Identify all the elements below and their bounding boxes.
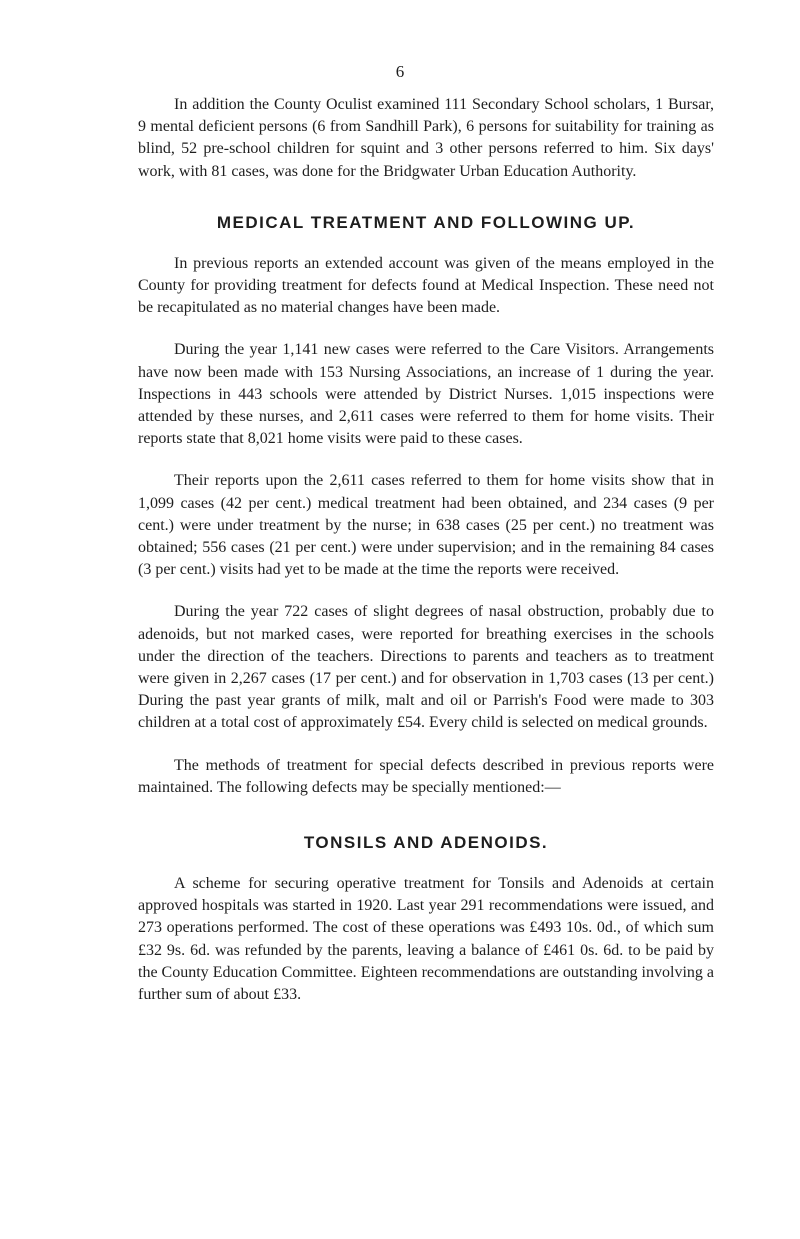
paragraph-care-visitors: During the year 1,141 new cases were referred to the Care Visitors. Arrangements have now been made with 153 Nursing Associations, an increase of 1 during the year. Inspections in 443 schools were attended by District Nurses. 1,015 inspections were attended by these nurses, and 2,611 cases were referred to them for home visits. Their reports state that 8,021 home visits were paid to these cases. (138, 341, 714, 448)
paragraph-home-visits: Their reports upon the 2,611 cases referred to them for home visits show that in 1,099 cases (42 per cent.) medical treatment had been obtained, and 234 cases (9 per cent.) were under treatment by the nurse; in 638 cases (25 per cent.) no treatment was obtained; 556 cases (21 per cent.) were under supervision; and in the remaining 84 cases (3 per cent.) visits had yet to be made at the time the reports were received. (138, 472, 714, 579)
intro-paragraph: In addition the County Oculist examined 111 Secondary School scholars, 1 Bursar, 9 mental deficient persons (6 from Sandhill Park), 6 persons for suitability for training as blind, 52 pre-school children for squint and 3 other persons referred to him. Six days' work, with 81 cases, was done for the Bridgwater Urban Education Authority. (138, 96, 714, 180)
paragraph-special-defects: The methods of treatment for special defects described in previous reports were maintained. The following defects may be specially mentioned:— (138, 756, 714, 796)
section-heading-tonsils-adenoids: TONSILS AND ADENOIDS. (303, 833, 549, 853)
paragraph-tonsils-scheme: A scheme for securing operative treatment for Tonsils and Adenoids at certain approved hospitals was started in 1920. Last year 291 recommendations were issued, and 273 operations performed. The cost of these operations was £493 10s. 0d., of which sum £32 9s. 6d. was refunded by the parents, leaving a balance of £461 0s. 6d. to be paid by the County Education Committee. Eighteen recommendations are outstanding involving a further sum of about £33. (138, 875, 714, 1004)
page-content (138, 94, 714, 1006)
page-number: 6 (395, 62, 405, 81)
paragraph-previous-reports: In previous reports an extended account was given of the means employed in the County for providing treatment for defects found at Medical Inspection. These need not be recapitulated as no material changes have been made. (138, 254, 714, 317)
section-heading-medical-treatment: MEDICAL TREATMENT AND FOLLOWING UP. (216, 212, 636, 232)
paragraph-nasal-obstruction: During the year 722 cases of slight degrees of nasal obstruction, probably due to adenoids, but not marked cases, were reported for breathing exercises in the schools under the direction of the teachers. Directions to parents and teachers as to treatment were given in 2,267 cases (17 per cent.) and for observation in 1,703 cases (13 per cent.) During the past year grants of milk, malt and oil or Parrish's Food were made to 303 children at a total cost of approximately £54. Every child is selected on medical grounds. (138, 603, 714, 732)
